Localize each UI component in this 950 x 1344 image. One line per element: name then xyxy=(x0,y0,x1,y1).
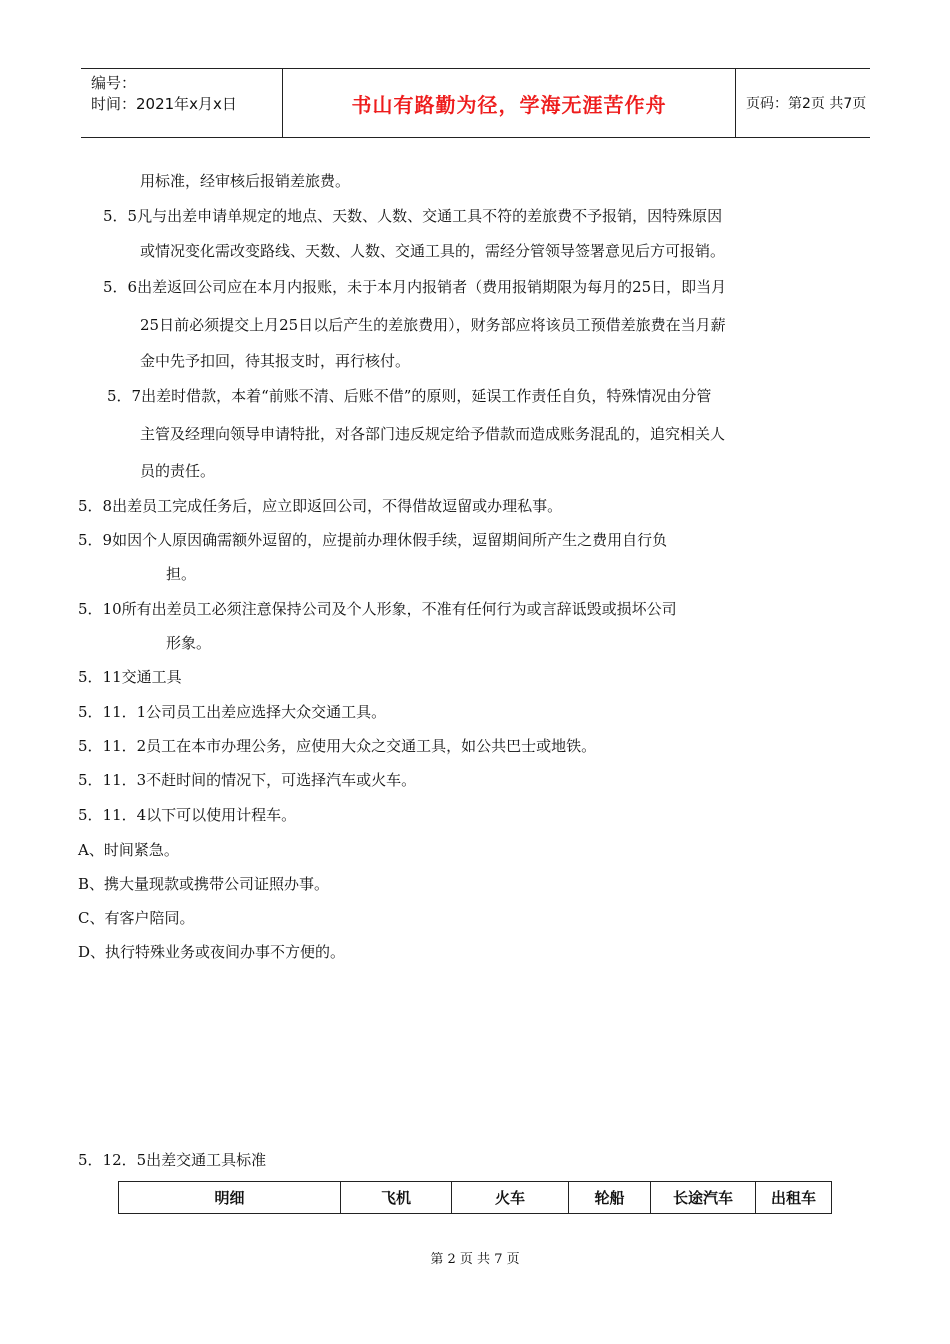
page-footer: 第 2 页 共 7 页 xyxy=(430,1252,520,1267)
table-header-cell: 明细 xyxy=(119,1182,341,1214)
table-header-cell: 飞机 xyxy=(341,1182,452,1214)
body-line: A、时间紧急。 xyxy=(78,841,179,859)
table-header-cell: 长途汽车 xyxy=(651,1182,756,1214)
body-line: 5．6出差返回公司应在本月内报账，未于本月内报销者（费用报销期限为每月的25日，即当月 xyxy=(103,278,727,296)
body-line: 5．8出差员工完成任务后，应立即返回公司，不得借故逗留或办理私事。 xyxy=(78,497,563,515)
body-line: 5．11．1公司员工出差应选择大众交通工具。 xyxy=(78,703,387,721)
body-line: 5．11．4以下可以使用计程车。 xyxy=(78,806,297,824)
body-line: C、有客户陪同。 xyxy=(78,909,195,927)
body-line: 用标准，经审核后报销差旅费。 xyxy=(140,172,351,190)
body-line: 5．11．2员工在本市办理公务，应使用大众之交通工具，如公共巴士或地铁。 xyxy=(78,737,597,755)
body-line: 5．9如因个人原因确需额外逗留的，应提前办理休假手续，逗留期间所产生之费用自行负 xyxy=(78,531,668,549)
section-heading: 5．12．5出差交通工具标准 xyxy=(78,1151,267,1169)
body-line: 5．5凡与出差申请单规定的地点、天数、人数、交通工具不符的差旅费不予报销，因特殊原因 xyxy=(103,207,723,225)
document-date: 时间：2021年x月x日 xyxy=(91,95,237,113)
body-line: 25日前必须提交上月25日以后产生的差旅费用），财务部应将该员工预借差旅费在当月薪 xyxy=(140,316,726,334)
body-line: 5．10所有出差员工必须注意保持公司及个人形象，不准有任何行为或言辞诋毁或损坏公司 xyxy=(78,600,677,618)
body-line: 担。 xyxy=(166,565,197,583)
body-line: 5．11交通工具 xyxy=(78,668,182,686)
body-line: B、携大量现款或携带公司证照办事。 xyxy=(78,875,330,893)
transport-standard-table xyxy=(118,1181,832,1214)
body-line: 5．7出差时借款，本着“前账不清、后账不借”的原则，延误工作责任自负，特殊情况由分管 xyxy=(107,387,712,405)
table-header-row xyxy=(119,1182,832,1214)
body-line: 5．11．3不赶时间的情况下，可选择汽车或火车。 xyxy=(78,771,417,789)
header-meta xyxy=(81,69,283,137)
page-header xyxy=(81,68,870,138)
body-line: 金中先予扣回，待其报支时，再行核付。 xyxy=(140,352,411,370)
body-line: 形象。 xyxy=(166,634,212,652)
body-line: 员的责任。 xyxy=(140,462,216,480)
document-number: 编号： xyxy=(91,74,137,92)
body-line: 主管及经理向领导申请特批，对各部门违反规定给予借款而造成账务混乱的，追究相关人 xyxy=(140,425,726,443)
table-header-cell: 出租车 xyxy=(756,1182,832,1214)
header-motto: 书山有路勤为径，学海无涯苦作舟 xyxy=(283,69,736,137)
body-line: D、执行特殊业务或夜间办事不方便的。 xyxy=(78,943,346,961)
table-header-cell: 火车 xyxy=(452,1182,569,1214)
body-line: 或情况变化需改变路线、天数、人数、交通工具的，需经分管领导签署意见后方可报销。 xyxy=(140,242,726,260)
table-header-cell: 轮船 xyxy=(569,1182,651,1214)
header-page-number: 页码：第2页 共7页 xyxy=(746,96,867,112)
